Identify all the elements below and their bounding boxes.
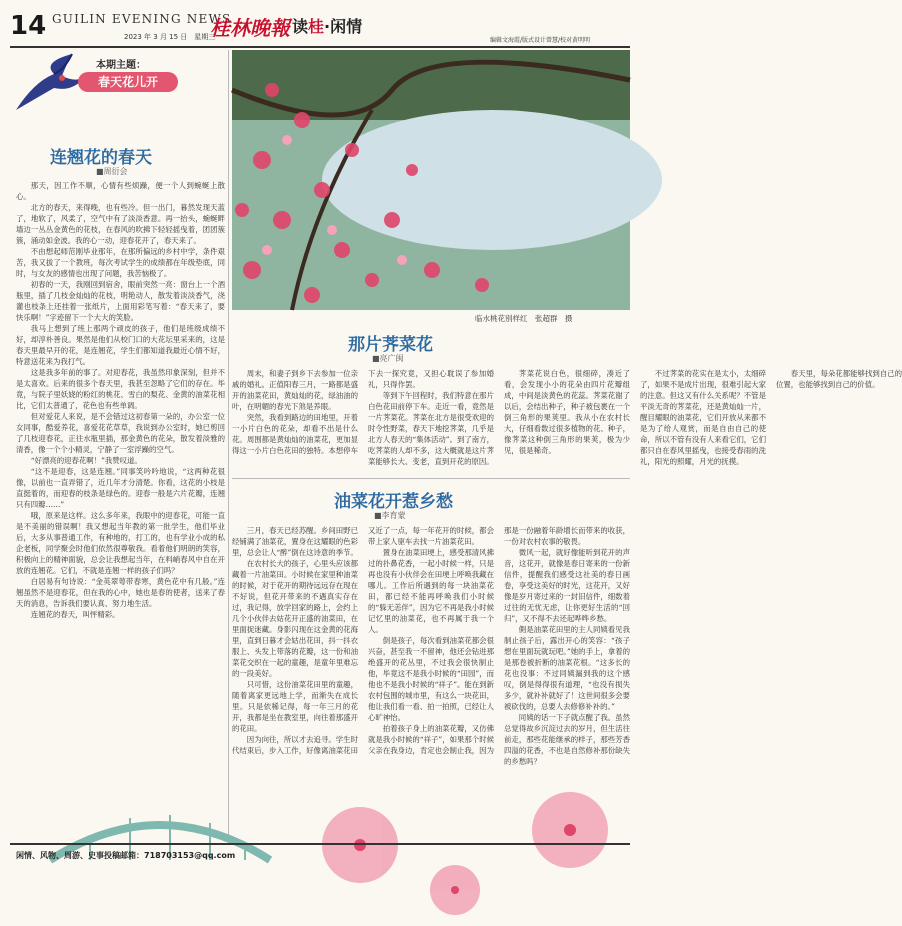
- article3-title: 油菜花开惹乡愁: [334, 492, 453, 512]
- paragraph: 这是我多年前的事了。对迎春花，我虽然印象深刻，但并不是太喜欢。后来的很多个春天里，我甚至忽略了它们的存在。毕竟，与院子里妖娆的粉红的桃花、雪白的梨花、金黄的油菜花相比，它们太普通了，花色也有些单调。: [16, 368, 225, 410]
- editor-credits: 编辑文海霞/版式设计曾慧/校对黄明明: [490, 37, 591, 44]
- submission-info: 闲情、风物、周游、史事投稿邮箱：718703153@qq.com: [16, 851, 236, 860]
- theme-title: 春天花儿开: [78, 72, 178, 92]
- article1-body: [16, 180, 225, 840]
- email-link[interactable]: 718703153@qq.com: [144, 851, 236, 860]
- paragraph: 突然，我看到路边的田地里，开着一小片白色的花朵，却看不出是什么花。周围都是黄灿灿的油菜花，更加显得这一小片白色花田的独特。本想停车下去一探究竟，又担心耽误了参加婚礼，只得作罢。: [232, 369, 494, 455]
- masthead: [0, 0, 640, 46]
- paragraph: 倒是孩子，每次看到油菜花都会很兴奋，甚至我一不留神，他还会钻进那绝盛开的花丛里，不过我会很快制止他，毕竟这不是我小时候的“田园”，而他也不是我小时候的“祥子”。能在到新农村包围的城市里，有这么一块花田，他让我们看一看、拍一拍照，已经让人心旷神怡。: [368, 636, 494, 722]
- english-title: GUILIN EVENING NEWS: [52, 12, 232, 26]
- article1-title: 连翘花的春天: [50, 148, 152, 168]
- paragraph: 不过荠菜的花实在是太小，太细碎了，如果不是成片出现，很难引起大家的注意。但这又有什么关系呢？不管是平淡无奇的荠菜花，还是黄灿灿一片，醒目耀眼的油菜花，它们开放从来都不是为了给人观赏，而是自由自己的使命，所以不管有没有人来看它们，它们都只自在春风里摇曳，也接受春雨的洗礼，阳光的照耀，月光的抚摸。: [640, 369, 766, 466]
- column-divider: [228, 50, 229, 840]
- paragraph: 连翘花的春天，叫怦精彩。: [30, 610, 120, 619]
- paragraph: “好漂亮的迎春花啊！”我赞叹道。: [30, 456, 142, 465]
- article2-body: [232, 368, 902, 473]
- paragraph: 我马上想到了班上那两个顽皮的孩子，他们是班级成绩不好，却淳朴善良。果然是他们从校门口的大花坛里采来的，这是春天里最早开的花，是连翘花，学生们都知道我最近心情不好，特意送花来为我打气。: [16, 324, 225, 366]
- paragraph: 春天里，每朵花都能够找到自己的位置，也能够找到自己的价值。: [776, 369, 902, 389]
- paragraph: 但对爱花人来说，是不会错过这初春第一朵的，办公室一位女同事，酷爱养花，喜爱花花草草，我说到办公室时，她已剪回了几枝迎春花，正往水瓶里插，那金黄色的花朵，散发着淡雅的清香，像一个个小精灵，宁静了一室浮躁的空气。: [16, 412, 225, 454]
- paragraph: 微风一起，就好像能听到花开的声音，这花开，就像是春日寄来的一份新信件，提醒我们感受这社美的春日画卷，享受这美好的时光，这花开，又好像是岁月寄过来的一封旧信件，细数着过往的无忧无虑，让你更好生活的“回归”，又不得不去还起哗哗乡愁。: [504, 548, 630, 623]
- paper-logo: 桂林晚報: [210, 16, 290, 40]
- paragraph: 白居易有句诗说：“金英翠萼带春寒，黄色花中有几般。”连翘虽然不是迎春花，但在我的心中，她也是春的使者，送来了春天的消息，告诉我们要认真、努力地生活。: [16, 577, 225, 608]
- article2-byline: ■亮广闽: [372, 354, 404, 363]
- page-number: 14: [10, 11, 47, 41]
- paragraph: 那天，因工作不顺，心情有些烦躁，便一个人到蜿蜒上散心。: [16, 181, 225, 201]
- article3-byline: ■李育蒙: [374, 511, 406, 520]
- paragraph: 拍着孩子身上的油菜花瓣，又仿佛就是我小时候的“祥子”，如果那个时候父亲在我身边，肯定也会制止我，因为那是一份融着年龄增长而带来的收获，一份对农村农事的敬畏。: [368, 526, 630, 755]
- section-divider: [232, 478, 630, 479]
- paragraph: 同姨的话一下子就点醒了我。虽然总觉得故乡沉淀过去的岁月，但生活往前走，那些花能继承的样子，那些芳香四溢的花香，不也是自然修补那份缺失的乡愁吗？: [504, 713, 630, 766]
- paragraph: 不由想起师范刚毕业那年，在那所偏远的乡村中学，条件艰苦，我又拔了一个教班，每次考试学生的成绩都在年级垫底，同时，与女友的感情也出现了问题，我苦恼极了。: [16, 247, 225, 278]
- paragraph: 初春的一天，我刚回到宿舍，眼前突然一亮：窗台上一个酒瓶里，插了几枝金灿灿的花枝，明艳动人，散发着淡淡香气，浇灌也枝条上还挂着一张纸片，上面用彩笔写着：“春天来了，要快乐啊！”字迹留下一个大大的笑脸。: [16, 280, 225, 322]
- paragraph: 荠菜花说白色，很细碎，凑近了看，会发现小小的花朵由四片花瓣组成，中间是淡黄色的花蕊。荠菜花谢了以后，会结出种子，种子被包裹在一个倒三角形的果荚里。我从小在农村长大，仔细看数过很多植物的花、种子，像荠菜这种倒三角形的果荚，极为少见，很是稀奇。: [504, 369, 630, 455]
- header-rule: [10, 46, 630, 48]
- peach-blossom-photo: [232, 50, 630, 310]
- issue-date: 2023 年 3 月 15 日 星期三: [124, 33, 216, 41]
- paragraph: 周末，和妻子到乡下去参加一位亲戚的婚礼。正值阳春三月，一路都是盛开的油菜花田，黄灿灿的花，绿油油的叶，在明媚的春光下煞是养眼。: [232, 369, 358, 411]
- section-title: 读桂·闲情: [292, 17, 363, 36]
- paragraph: 側是油菜花田里的主人同姨看见我制止孩子后，露出开心的笑容：“孩子想在里面玩就玩吧。”她的手上，拿着的是那卷被折断的油菜花根。“这多长的花也没事：不过同姨漏到我的这个感叹，倒是得得很有道理，“也没有损失多少，就补补就好了！这世间很多会要被砍伐的，总要人去修修补补的。”: [504, 625, 630, 711]
- paragraph: “这不是迎春，这是连翘。”同事笑吟吟地说，“这两种花很像，以前也一直弄错了，近几年才分清楚。你看，这花的小枝是直挺着的，而迎春的枝条是绿色的。迎春一般是六片花瓣，连翘只有四瓣……”: [16, 467, 225, 509]
- paragraph: 在农村长大的孩子，心里头应该都藏着一片油菜田。小时候在家里种油菜的时候，对于花开的期待远远存在现在不好说，但花开带来的不遇真实存在过，我记得，放学回家的路上，会约上几个小伙伴去姑花开正盛的油菜田，在里面捉迷藏。身影闪现在这金黄的花海里，直到日暮才会姑出花田，抖一抖衣服上、头发上带落的花瓣，这一份和油菜花交织在一起的童趣，是童年里难忘的一段美好。: [232, 559, 358, 678]
- theme-label: 本期主题：: [96, 60, 146, 71]
- paragraph: 置身在油菜田埂上，感受那清风拂过的扑鼻花香，一起小时候一样，只是再也没有小伙伴会在田埂上呼唤我藏在哪儿。工作后所遇到的每一块油菜花田，都已经不能再呼唤我们小时候的“躲无恙伴”，因为它不再是我小时候记忆里的油菜花，也不再属于我一个人。: [368, 548, 494, 634]
- footer-rule: [10, 843, 630, 845]
- photo-caption: 临水桃花别样红 张超群 摄: [475, 314, 573, 323]
- article2-title: 那片荠菜花: [348, 335, 433, 355]
- paragraph: 等到下午回程时，我们特意在那片白色花田前停下车。走近一看，竟然是一片荠菜花。荠菜在北方是很受欢迎的时令性野菜，春天下地挖荠菜，几乎是北方人春天的“集体活动”。到了南方，吃荠菜的人却不多，这大概就是这片荠菜能够长大、变老，直到开花的原因。: [368, 391, 494, 466]
- article3-body: [232, 525, 630, 805]
- swallow-illustration: [14, 52, 86, 116]
- paragraph: 北方的春天，来得晚，也有些冷。但一出门，暮然发现天蓝了，地软了，风柔了，空气中有了淡淡香意。再一抬头，蜿蜒畔墙边一丛丛金黄色的花枝，在春风的吹拂下轻轻摇曳着，团团簇簇，涌动如金波。我的心一动，迎春花开了，春天来了。: [16, 203, 225, 245]
- article1-byline: ■周衍会: [96, 167, 128, 176]
- paragraph: 只可惜，这份油菜花田里的童趣，随着离家更远地上学，而渐失在成长里。只是依稀记得，每一年三月的花开，我都是坐在教室里，向往着那盛开的花田。: [232, 680, 358, 733]
- paragraph: 哦，原来是这样。这么多年来，我眼中的迎春花，可能一直是不美丽的错误啊！我又想起当年教的第一批学生，他们毕业后，大多从事普通工作，有种地的，打工的，也有学业小成的私企老板，同学聚会时他们依然很尊敬我。看着他们明朗的笑容，积极向上的精神面貌，总会让我想起当年，在料峭春风中自在开放的连翘花。它们，不就是连翘一样的孩子们吗？: [16, 511, 225, 575]
- paragraph: 三月，春天已经苏醒。乡间田野已经铺满了油菜花，置身在这耀眼的色彩里，总会让人“醉”倒在这诗意的季节。: [232, 526, 358, 557]
- paragraph: 因为向往，所以才去追寻。学生时代结束后，步入工作，好像离油菜花田又近了一点，每一年花开的时候，都会带上家人驱车去找一片油菜花田。: [232, 526, 494, 755]
